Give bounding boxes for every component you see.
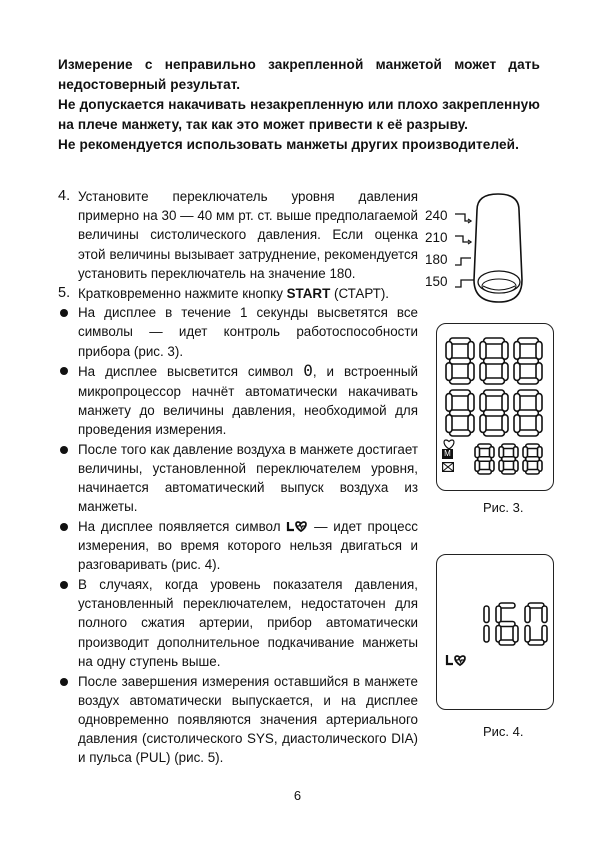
lcd-segment-g [499, 622, 515, 627]
bullet-icon [60, 446, 68, 454]
heart-pulse-icon [442, 438, 456, 450]
lcd-segment-b [468, 342, 474, 360]
lcd-segment-d [484, 430, 505, 436]
item-text: (СТАРТ). [330, 285, 390, 301]
lcd-segment-b [484, 606, 489, 623]
figure-caption: Рис. 3. [483, 500, 524, 515]
lcd-segment-f [514, 394, 520, 412]
lcd-segment-b [536, 394, 542, 412]
list-item [58, 672, 418, 768]
step-number: 4. [58, 188, 71, 204]
lcd-segment-b [490, 447, 495, 458]
lcd-segment-f [514, 342, 520, 360]
lcd-segment-g [450, 358, 471, 364]
lcd-segment-g [450, 410, 471, 416]
lcd-segments [437, 324, 553, 490]
lcd-segment-e [475, 460, 480, 471]
lcd-segment-f [475, 447, 480, 458]
selector-level-150: 150 [425, 274, 448, 289]
lcd-segment-b [502, 342, 508, 360]
item-text: Установите переключатель уровня давления примерно на 30 — 40 мм рт. ст. выше предполагаемой величины систолического давления. Если оценка этой величины вызывает затруднение, рекомендуется установить переключатель на значение 180. [78, 189, 418, 281]
lcd-segment-f [480, 394, 486, 412]
lcd-segment-a [484, 338, 505, 344]
bullet-icon [60, 581, 68, 589]
warning-line-1: Измерение с неправильно закрепленной манжетой может дать недостоверный результат. [58, 57, 540, 92]
heart-pulse-icon [286, 519, 308, 533]
bullet-icon [60, 367, 68, 375]
bullet-icon [60, 309, 68, 317]
lcd-segment-d [450, 430, 471, 436]
lcd-display-all-segments [436, 323, 554, 491]
lcd-segment-f [525, 606, 530, 623]
list-item [58, 517, 418, 575]
list-item [58, 361, 418, 439]
lcd-segment-d [518, 430, 539, 436]
item-text: — идет процесс измерения, во время которого нельзя двигаться и разговаривать (рис. 4). [78, 518, 418, 573]
list-item [58, 284, 418, 303]
lcd-segment-f [496, 606, 501, 623]
lcd-segment-g [518, 358, 539, 364]
step-number: 5. [58, 284, 71, 301]
lcd-segment-a [484, 390, 505, 396]
item-text: После завершения измерения оставшийся в манжете воздух автоматически выпускается, и на дисплее одновременно появляются значения артериального давления (систолического SYS, диастолического DIA) и пульса (PUL) (рис. 5). [78, 673, 418, 766]
lcd-segment-d [450, 378, 471, 384]
item-text: На дисплее высветится символ [78, 364, 304, 380]
lcd-segment-e [480, 363, 486, 381]
lcd-segment-e [446, 363, 452, 381]
lcd-segment-b [468, 394, 474, 412]
lcd-segment-f [523, 447, 528, 458]
bullet-icon [60, 523, 68, 531]
lcd-segment-e [499, 460, 504, 471]
lcd-segment-d [518, 378, 539, 384]
lcd-segment-e [514, 415, 520, 433]
lcd-display-reading [436, 554, 554, 710]
lcd-segment-g [484, 410, 505, 416]
figure-caption: Рис. 4. [483, 724, 524, 739]
lcd-segment-f [480, 342, 486, 360]
memory-label: M [442, 449, 453, 459]
warning-line-3: Не рекомендуется использовать манжеты других производителей. [58, 137, 520, 152]
lcd-segment-e [514, 363, 520, 381]
item-text: На дисплее в течение 1 секунды высветятся все символы — идет контроль работоспособности прибора (рис. 3). [78, 305, 418, 359]
lcd-segment-a [450, 390, 471, 396]
list-item [58, 575, 418, 671]
item-text: , и встроенный микропроцессор начнёт автоматически накачивать манжету до величины давления, необходимой для проведения измерения. [78, 364, 419, 437]
lcd-segment-a [450, 338, 471, 344]
item-text: После того как давление воздуха в манжете достигает величины, установленной переключателем уровня, начинается автоматический выпуск воздуха из манжеты. [78, 441, 418, 515]
lcd-segment-b [514, 447, 519, 458]
item-text: На дисплее появляется символ [78, 518, 287, 534]
lcd-segment-d [484, 378, 505, 384]
item-text: В случаях, когда уровень показателя давления, установленный переключателем, недостаточен для полного сжатия артерии, прибор автоматически производит дополнительное подкачивание манжеты на одну ступень выше. [78, 577, 418, 669]
list-item [58, 187, 418, 283]
instructions [58, 187, 418, 768]
list-item [58, 440, 418, 517]
lcd-segment-f [446, 394, 452, 412]
page-number: 6 [293, 788, 302, 803]
lcd-segment-g [484, 358, 505, 364]
lcd-segment-b [536, 342, 542, 360]
lcd-segment-f [446, 342, 452, 360]
lcd-segment-c [513, 626, 518, 643]
pressure-selector [425, 190, 550, 310]
selector-level-180: 180 [425, 252, 448, 267]
lcd-segment-e [523, 460, 528, 471]
start-label: START [286, 285, 331, 301]
warning-line-2: Не допускается накачивать незакрепленную или плохо закрепленную на плече манжету, так как это может привести к её разрыву. [58, 97, 540, 132]
lcd-segments [437, 555, 553, 709]
selector-level-240: 240 [425, 208, 448, 223]
selector-level-210: 210 [425, 230, 448, 245]
lcd-segment-b [502, 394, 508, 412]
lcd-segment-e [525, 626, 530, 643]
list-item [58, 303, 418, 361]
lcd-segment-a [518, 338, 539, 344]
lcd-segment-g [502, 457, 516, 462]
lcd-segment-f [499, 447, 504, 458]
lcd-segment-a [518, 390, 539, 396]
item-text: Кратковременно нажмите кнопку [78, 285, 287, 301]
lcd-segment-e [480, 415, 486, 433]
lcd-segment-g [478, 457, 492, 462]
selector-knob-icon [425, 190, 550, 310]
lcd-segment-b [538, 447, 543, 458]
zero-symbol: 0 [303, 361, 313, 381]
lcd-segment-g [526, 457, 540, 462]
lcd-segment-g [518, 410, 539, 416]
lcd-segment-c [484, 626, 489, 643]
lcd-segment-b [542, 606, 547, 623]
heart-pulse-icon [445, 653, 467, 667]
warning-block [58, 55, 540, 155]
lcd-segment-e [446, 415, 452, 433]
envelope-icon [442, 462, 454, 472]
bullet-icon [60, 678, 68, 686]
